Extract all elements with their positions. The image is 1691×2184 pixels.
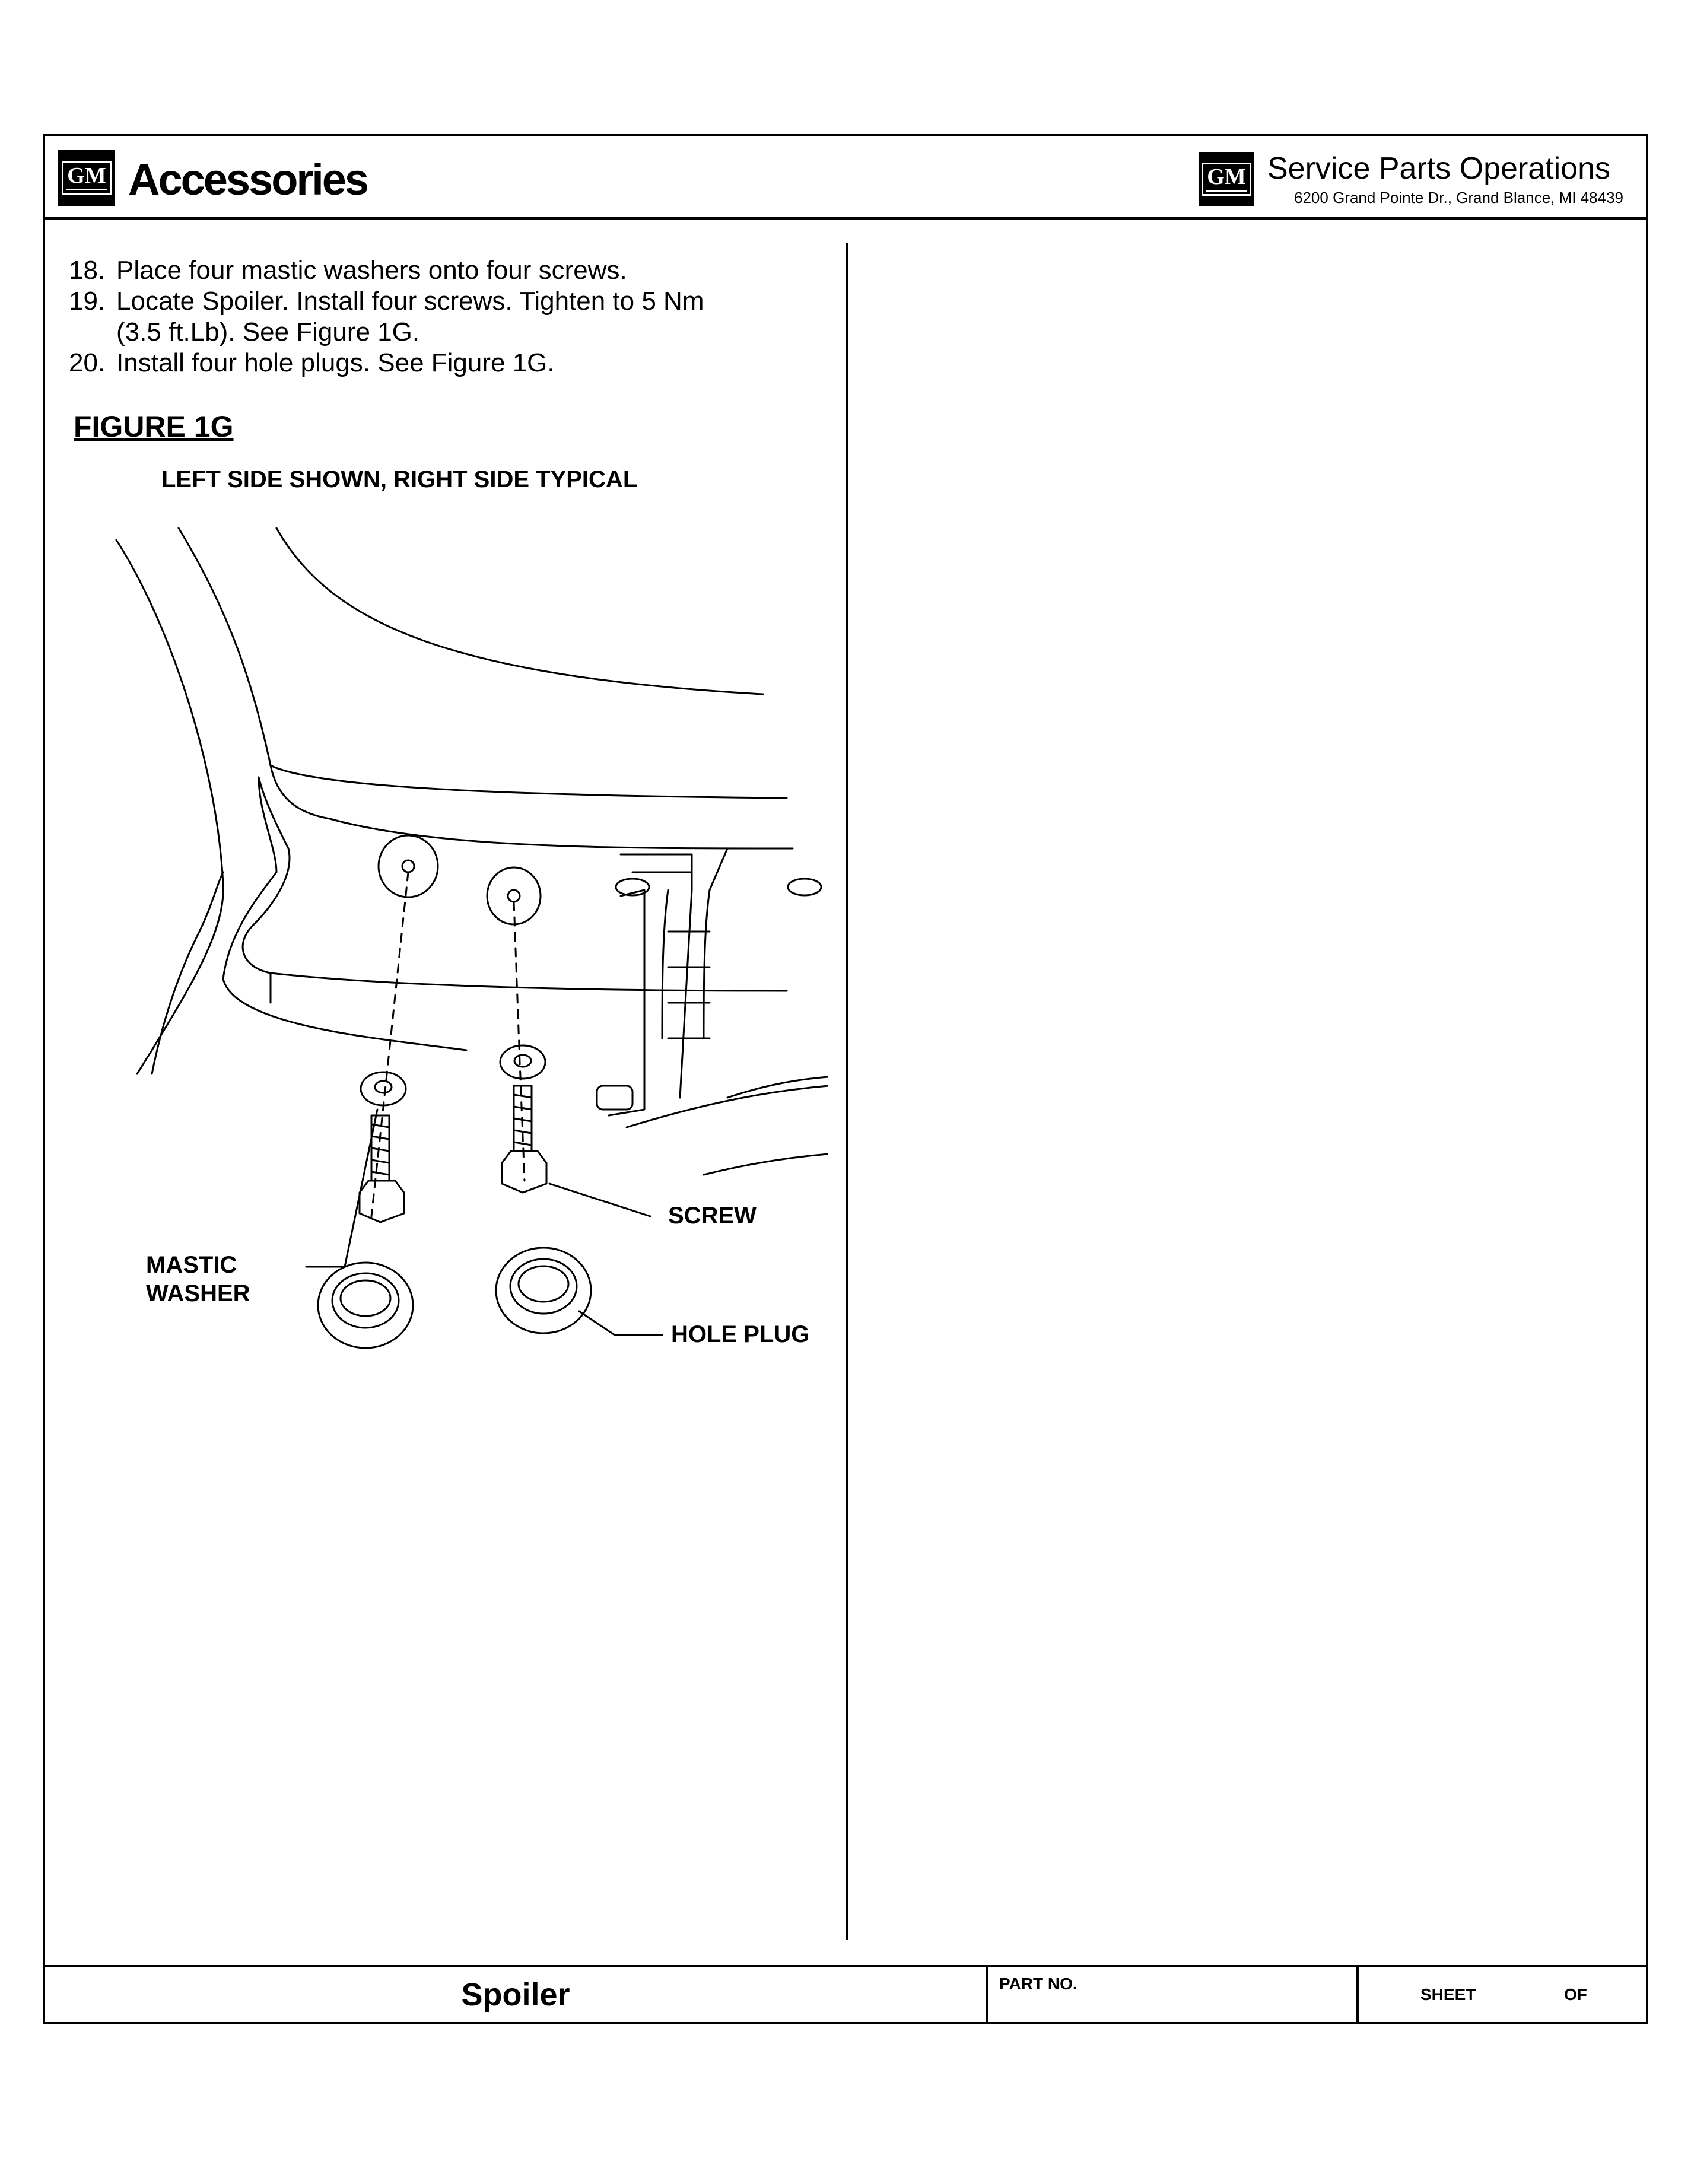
step-18	[69, 255, 840, 286]
spoiler-install-illustration	[81, 516, 828, 1406]
step-20	[69, 348, 840, 379]
instruction-steps	[69, 255, 840, 379]
spoiler-panel	[152, 872, 223, 1074]
sheet-cell	[1359, 1967, 1648, 2022]
screw-label: SCREW	[668, 1203, 757, 1229]
leader-line	[306, 1110, 377, 1267]
gm-logo-text: GM	[62, 161, 111, 195]
gm-logo-right-text: GM	[1202, 163, 1251, 196]
of-label: OF	[1564, 1985, 1587, 2004]
part-number-cell	[988, 1967, 1359, 2022]
gm-logo-right	[1199, 152, 1254, 206]
org-address: 6200 Grand Pointe Dr., Grand Blance, MI 48439	[1294, 189, 1624, 206]
mounting-hole	[487, 867, 541, 924]
hole-plug-label: HOLE PLUG	[671, 1321, 810, 1347]
mastic-washer-label-line2: WASHER	[146, 1280, 250, 1306]
column-divider	[846, 243, 848, 1940]
body-outline	[271, 765, 787, 798]
title-block	[45, 1965, 1646, 2022]
sheet-label: SHEET	[1420, 1985, 1476, 2004]
step-number: 18.	[69, 256, 106, 285]
org-title: Service Parts Operations	[1267, 151, 1611, 186]
mastic-washer-label: MASTIC	[146, 1252, 237, 1278]
gm-logo	[58, 150, 115, 206]
bracket	[621, 854, 692, 1098]
step-text: Locate Spoiler. Install four screws. Tighten to 5 Nm	[116, 287, 704, 316]
spoiler-panel	[223, 777, 466, 1050]
body-outline	[276, 528, 763, 694]
bracket	[609, 890, 644, 1115]
bracket	[710, 848, 793, 890]
brand-title: Accessories	[128, 155, 368, 204]
step-text: Install four hole plugs. See Figure 1G.	[116, 348, 555, 377]
mastic-washer	[361, 1072, 406, 1105]
figure-caption: LEFT SIDE SHOWN, RIGHT SIDE TYPICAL	[161, 466, 638, 492]
mounting-hole	[379, 835, 438, 897]
step-text-continued: (3.5 ft.Lb). See Figure 1G.	[116, 317, 420, 346]
figure-title: FIGURE 1G	[74, 410, 234, 443]
leader-line	[549, 1184, 650, 1216]
part-title: Spoiler	[45, 1967, 988, 2022]
mastic-washer	[500, 1045, 545, 1079]
part-number-label: PART NO.	[999, 1975, 1077, 1993]
step-text: Place four mastic washers onto four screws.	[116, 256, 627, 285]
bracket	[662, 890, 710, 1038]
document-sheet	[43, 134, 1648, 2024]
step-number: 20.	[69, 348, 106, 377]
step-19	[69, 286, 840, 348]
spoiler-panel	[330, 819, 787, 848]
page-header	[45, 136, 1646, 220]
step-number: 19.	[69, 287, 106, 316]
screw-head	[360, 1181, 404, 1222]
body-outline	[116, 540, 223, 1074]
leader-line	[579, 1311, 662, 1335]
